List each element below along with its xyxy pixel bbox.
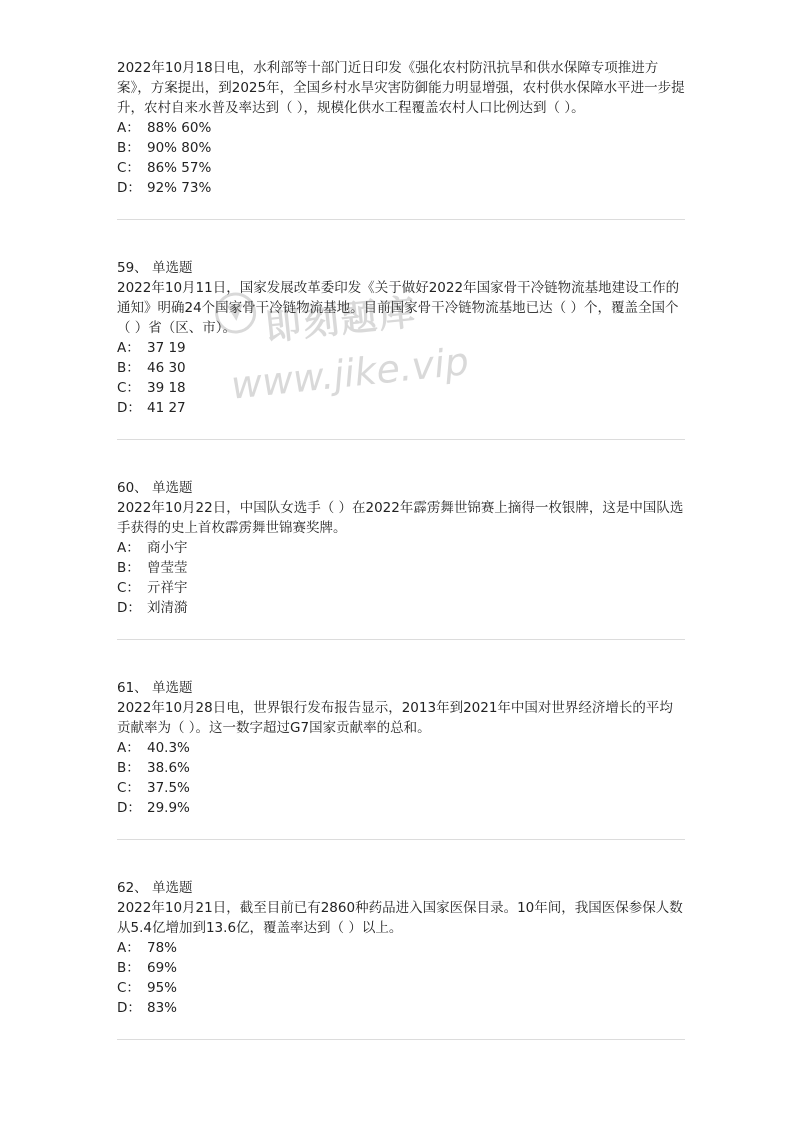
option-list	[117, 538, 685, 618]
divider	[117, 1039, 685, 1040]
option-d[interactable]: D： 41 27	[117, 400, 186, 416]
option-b[interactable]: B： 90% 80%	[117, 140, 212, 156]
option-a[interactable]: A： 商小宇	[117, 540, 188, 556]
option-c[interactable]: C： 39 18	[117, 380, 186, 396]
question-list	[117, 58, 685, 1078]
option-b[interactable]: B： 46 30	[117, 360, 186, 376]
divider	[117, 839, 685, 840]
question-stem: 2022年10月22日，中国队女选手（ ）在2022年霹雳舞世锦赛上摘得一枚银牌，这是中国队选手获得的史上首枚霹雳舞世锦赛奖牌。	[117, 500, 684, 536]
option-d[interactable]: D： 83%	[117, 1000, 178, 1016]
question-58	[117, 58, 685, 198]
option-d[interactable]: D： 29.9%	[117, 800, 190, 816]
option-c[interactable]: C： 亓祥宇	[117, 580, 188, 596]
option-list	[117, 938, 685, 1018]
option-c[interactable]: C： 37.5%	[117, 780, 190, 796]
option-a[interactable]: A： 40.3%	[117, 740, 190, 756]
option-d[interactable]: D： 92% 73%	[117, 180, 212, 196]
question-header: 61、 单选题	[117, 680, 193, 696]
watermark-url: www.jike.vip	[228, 339, 471, 408]
question-stem: 2022年10月21日，截至目前已有2860种药品进入国家医保目录。10年间，我国医保参保人数从5.4亿增加到13.6亿，覆盖率达到（ ）以上。	[117, 900, 683, 936]
option-b[interactable]: B： 69%	[117, 960, 178, 976]
option-b[interactable]: B： 38.6%	[117, 760, 190, 776]
option-a[interactable]: A： 37 19	[117, 340, 186, 356]
divider	[117, 639, 685, 640]
option-a[interactable]: A： 78%	[117, 940, 178, 956]
question-62	[117, 878, 685, 1018]
option-list	[117, 118, 685, 198]
option-list	[117, 338, 685, 418]
option-list	[117, 738, 685, 818]
watermark-title: 即刻题库	[263, 292, 419, 349]
option-b[interactable]: B： 曾莹莹	[117, 560, 188, 576]
question-stem: 2022年10月28日电，世界银行发布报告显示，2013年到2021年中国对世界经济增长的平均贡献率为（ ）。这一数字超过G7国家贡献率的总和。	[117, 700, 673, 736]
option-c[interactable]: C： 95%	[117, 980, 178, 996]
option-c[interactable]: C： 86% 57%	[117, 160, 212, 176]
question-stem: 2022年10月18日电，水利部等十部门近日印发《强化农村防汛抗旱和供水保障专项推进方案》，方案提出，到2025年，全国乡村水旱灾害防御能力明显增强，农村供水保障水平进一步提升，农村自来水普及率达到（ ），规模化供水工程覆盖农村人口比例达到（ ）。	[117, 60, 685, 116]
question-header: 62、 单选题	[117, 880, 193, 896]
question-59	[117, 258, 685, 418]
question-60	[117, 478, 685, 618]
divider	[117, 219, 685, 220]
question-header: 60、 单选题	[117, 480, 193, 496]
option-a[interactable]: A： 88% 60%	[117, 120, 212, 136]
divider	[117, 439, 685, 440]
question-61	[117, 678, 685, 818]
question-header: 59、 单选题	[117, 260, 193, 276]
option-d[interactable]: D： 刘清漪	[117, 600, 188, 616]
question-stem: 2022年10月11日，国家发展改革委印发《关于做好2022年国家骨干冷链物流基地建设工作的通知》明确24个国家骨干冷链物流基地。目前国家骨干冷链物流基地已达（ ）个，覆盖全国个（ ）省（区、市）。	[117, 280, 680, 336]
